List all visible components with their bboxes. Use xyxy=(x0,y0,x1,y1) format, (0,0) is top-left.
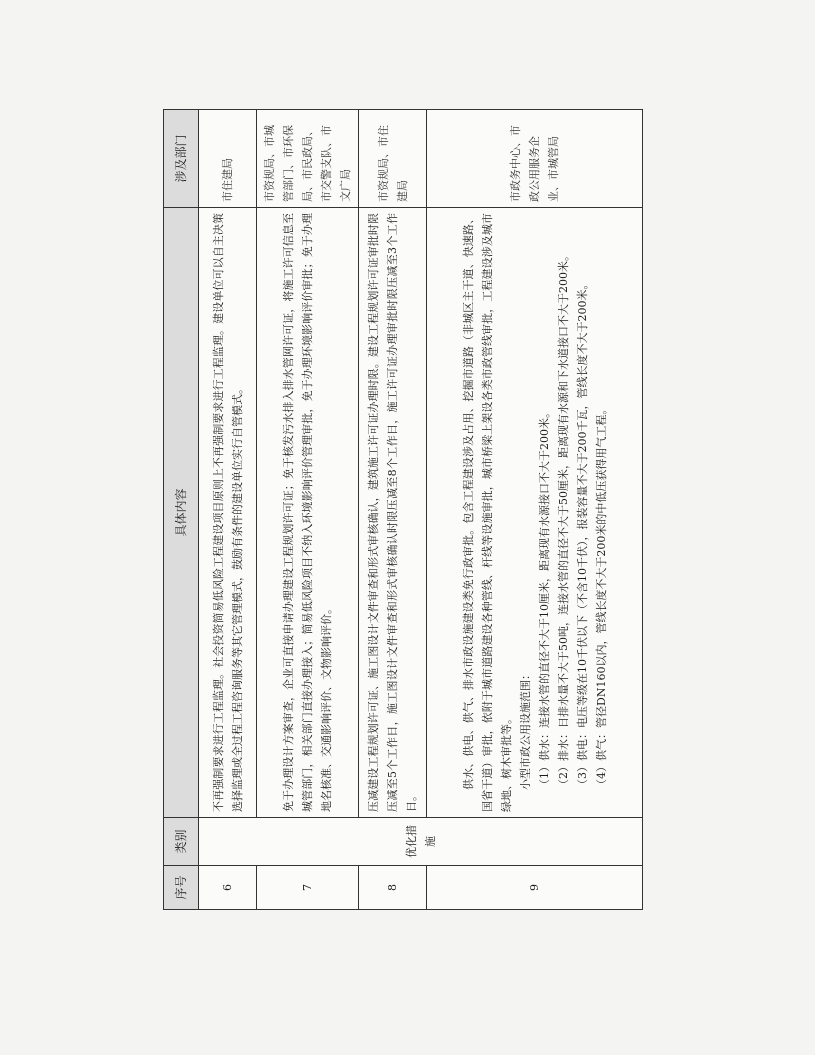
header-num: 序号 xyxy=(164,866,199,910)
row-content xyxy=(359,208,427,818)
content-paragraph: （4）供气：管径DN160以内，管线长度不大于200米的中低压获得用气工程。 xyxy=(594,403,608,790)
measures-table xyxy=(163,109,643,910)
content-paragraph: 压减建设工程规划许可证、施工图设计文件审查和形式审核确认，建筑施工许可证办理时限。建设工程规划许可证审批时限压减至5个工作日，施工图设计文件审查和形式审核确认时限压减至8个工作日，施工许可证办理审批时限压减至3个工作日。 xyxy=(367,213,418,812)
content-paragraph: 不再强制要求进行工程监理。社会投资简易低风险工程建设项目原则上不再强制要求进行工程监理。建设单位可以自主决策选择监理或全过程工程咨询服务等其它管理模式，鼓励有条件的建设单位实行自管模式。 xyxy=(211,213,244,812)
category-cell: 优化措施 xyxy=(199,818,643,866)
row-content xyxy=(427,208,643,818)
table-row xyxy=(427,110,643,910)
row-department: 市住建局 xyxy=(199,110,257,208)
row-content xyxy=(257,208,359,818)
row-num: 9 xyxy=(427,866,643,910)
table-row xyxy=(257,110,359,910)
content-paragraph: （1）供水：连接水管的直径不大于10厘米，距离现有水源接口不大于200米。 xyxy=(537,407,551,790)
table-header-row xyxy=(164,110,199,910)
table-row xyxy=(359,110,427,910)
row-department: 市资规局、市城管部门、市环保局、市民政局、市交警支队、市文广局 xyxy=(257,110,359,208)
row-num: 8 xyxy=(359,866,427,910)
content-paragraph: 免于办理设计方案审查，企业可直接申请办理建设工程规划许可证；免于核发污水排入排水管网许可证，将施工许可信息至城管部门，相关部门直接办理接入；简易低风险项目不纳入环境影响评价管理审批，免于办理环境影响评价审批；免于办理地名核准、交通影响评价、文物影响评价。 xyxy=(282,213,333,812)
row-num: 6 xyxy=(199,866,257,910)
rotated-document-page xyxy=(163,110,643,910)
table-row xyxy=(199,110,257,910)
content-paragraph: （3）供电：电压等级在10千伏以下（不含10千伏），报装容量不大于200千瓦，管线长度不大于200米。 xyxy=(575,278,589,790)
row-department: 市政务中心、市政公用服务企业、市城管局 xyxy=(427,110,643,208)
header-department: 涉及部门 xyxy=(164,110,199,208)
content-paragraph: 小型市政公用设施范围： xyxy=(518,669,532,790)
content-paragraph: 供水、供电、供气、排水市政设施建设类免行政审批。包含工程建设涉及占用、挖掘市道路（非城区主干道、快速路、国省干道）审批，依附于城市道路建设各种管线、杆线等设施审批，城市桥梁上架设各类市政管线审批，工程建设涉及城市绿地、树木审批等。 xyxy=(461,213,513,812)
row-content xyxy=(199,208,257,818)
row-department: 市资规局、市住建局 xyxy=(359,110,427,208)
content-paragraph: （2）排水：日排水量不大于50吨，连接水管的直径不大于50厘米，距离现有水源和下水道接口不大于200米。 xyxy=(556,250,570,790)
row-num: 7 xyxy=(257,866,359,910)
header-category: 类别 xyxy=(164,818,199,866)
header-content: 具体内容 xyxy=(164,208,199,818)
